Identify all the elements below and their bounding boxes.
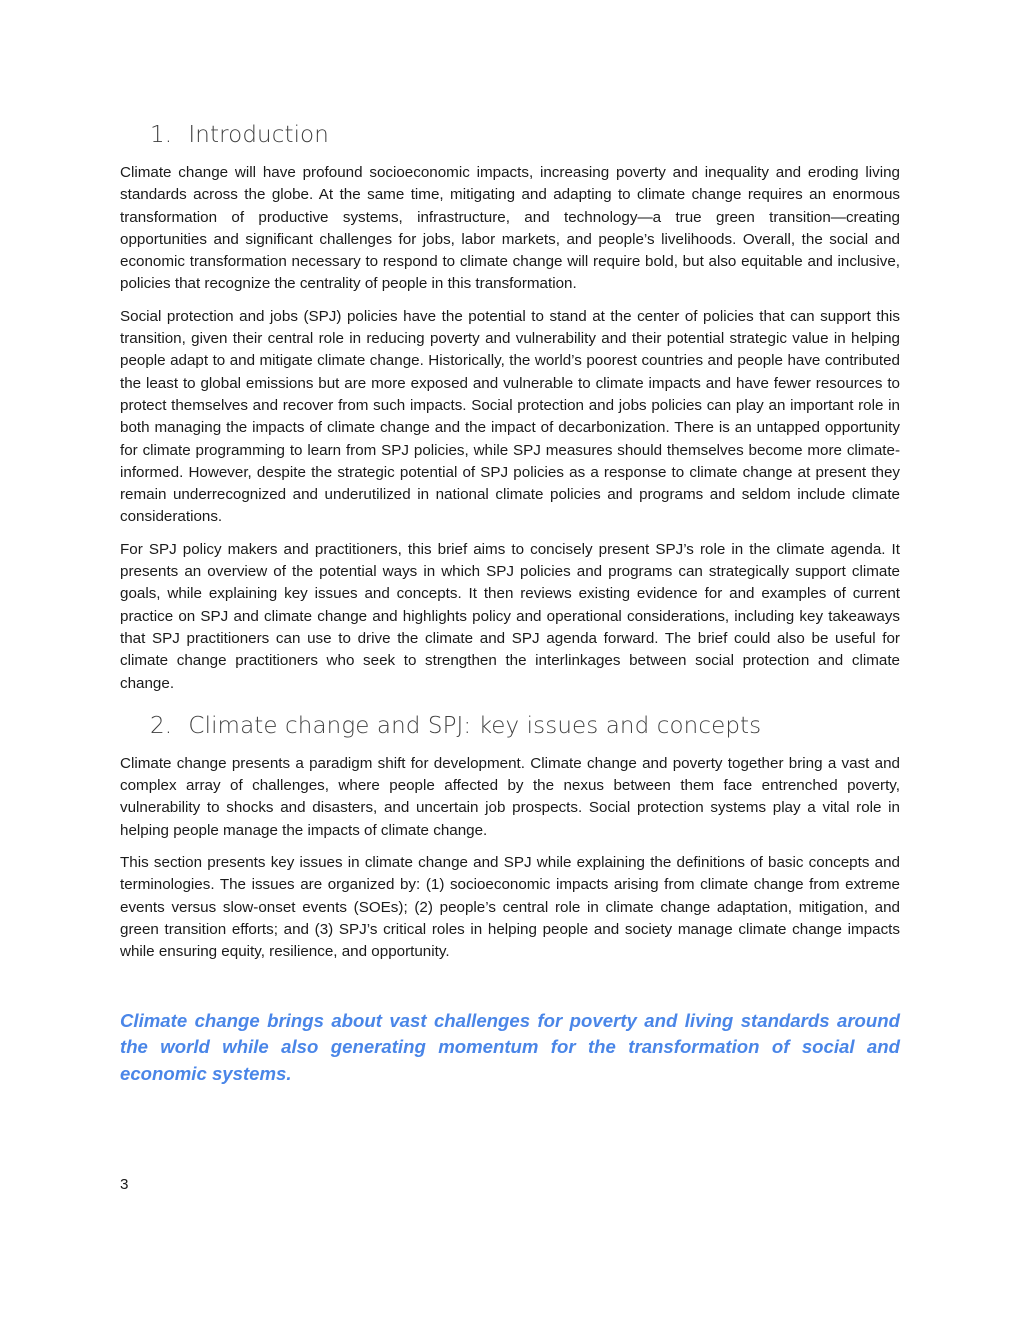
section-1-paragraph-1: Climate change will have profound socioeconomic impacts, increasing poverty and inequality and eroding living standards across the globe. At the same time, mitigating and adapting to climate change requires an enormous transformation of productive systems, infrastructure, and technology—a true green transition—creating opportunities and significant challenges for jobs, labor markets, and people’s livelihoods. Overall, the social and economic transformation necessary to respond to climate change will require bold, but also equitable and inclusive, policies that recognize the centrality of people in this transformation. [120,164,900,293]
section-1-number: 1. [150,122,173,148]
section-2-number: 2. [150,712,173,739]
section-1-title: Introduction [188,122,329,148]
section-1-paragraph-2: Social protection and jobs (SPJ) policies have the potential to stand at the center of policies that can support this transition, given their central role in reducing poverty and vulnerability and their potential strategic value in helping people adapt to and mitigate climate change. Historically, the world’s poorest countries and people have contributed the least to global emissions but are more exposed and vulnerable to climate impacts and have fewer resources to protect themselves and recover from such impacts. Social protection and jobs policies can play an important role in both managing the impacts of climate change and the impact of decarbonization. There is an untapped opportunity for climate programming to learn from SPJ policies, while SPJ measures should themselves become more climate-informed. However, despite the strategic potential of SPJ policies as a response to climate change at present they remain underrecognized and underutilized in national climate policies and programs and seldom include climate considerations. [120,307,900,526]
page-number: 3 [120,1176,129,1193]
section-2-paragraph-1: Climate change presents a paradigm shift for development. Climate change and poverty together bring a vast and complex array of challenges, where people affected by the nexus between them face entrenched poverty, vulnerability to shocks and disasters, and uncertain job prospects. Social protection systems play a vital role in helping people manage the impacts of climate change. [120,754,900,839]
section-2-title: Climate change and SPJ: key issues and concepts [188,712,762,739]
section-2-paragraph-2: This section presents key issues in climate change and SPJ while explaining the definitions of basic concepts and terminologies. The issues are organized by: (1) socioeconomic impacts arising from climate change from extreme events versus slow-onset events (SOEs); (2) people’s central role in climate change adaptation, mitigation, and green transition efforts; and (3) SPJ’s critical roles in helping people and society manage climate change impacts while ensuring equity, resilience, and opportunity. [120,854,900,961]
callout-quote: Climate change brings about vast challenges for poverty and living standards around the world while also generating momentum for the transformation of social and economic systems. [120,1009,900,1084]
section-2-heading [150,709,900,743]
document-page [120,118,900,1087]
section-1-heading [150,118,900,152]
section-1-paragraph-3: For SPJ policy makers and practitioners, this brief aims to concisely present SPJ’s role in the climate agenda. It presents an overview of the potential ways in which SPJ policies and programs can strategically support climate goals, while explaining key issues and concepts. It then reviews existing evidence for and examples of current practice on SPJ and climate change and highlights policy and operational considerations, including key takeaways that SPJ practitioners can use to drive the climate and SPJ agenda forward. The brief could also be useful for climate change practitioners who seek to strengthen the interlinkages between social protection and climate change. [120,540,900,692]
